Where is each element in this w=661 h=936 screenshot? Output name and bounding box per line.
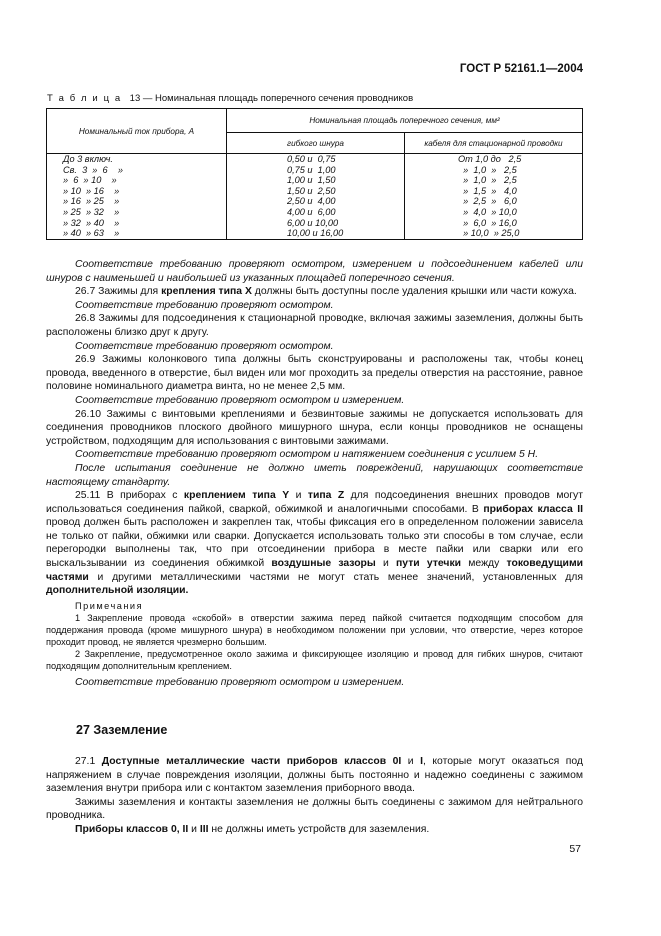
- paragraph: После испытания соединение не должно иметь повреждений, нарушающих соответствие настоящему стандарту.: [46, 462, 583, 488]
- col-header-group: Номинальная площадь поперечного сечения, мм²: [227, 109, 583, 133]
- table-cell: » 40 » 63 »: [63, 228, 120, 239]
- text-run: и другими металлическими частями не могут стать менее значений, установленных для: [88, 571, 583, 583]
- paragraph: Соответствие требованию проверяют осмотром, измерением и подсоединением кабелей или шнуров с наименьшей и наибольшей из указанных площадей поперечного сечения.: [46, 259, 583, 284]
- table-cell: » 10,0 » 25,0: [458, 228, 520, 239]
- text-run: провод должен быть расположен и закреплен так, чтобы фиксация его в определенном положении зависела не только от пайки, обжимки или сварки. Допускается использовать только эти способы в том случае, если перегородки выполнены так, что при отсоединении прибора в месте пайки или сварки или его выскальзывании из соединения обжимкой: [46, 517, 583, 570]
- table-cell: Св. 3 » 6 »: [63, 164, 123, 175]
- table-cell: 1,00 и 1,50: [287, 175, 336, 186]
- term-bold: дополнительной изоляции.: [46, 585, 189, 597]
- text-run: для подсоединения внешних проводов могут использоваться соединения пайкой, сваркой, обжимкой и аналогичными способами. В: [46, 490, 583, 515]
- term-bold: крепления типа X: [161, 286, 252, 298]
- text-run: не должны иметь устройств для заземления.: [208, 823, 430, 835]
- paragraph: 26.10 Зажимы с винтовыми креплениями и безвинтовые зажимы не допускается использовать для соединения проводников плоского двойного мишурного шнура, если концы проводников не оснащены устройством, подходящим для использования с винтовыми зажимами.: [46, 408, 583, 447]
- fixed-wiring-column: [405, 154, 583, 240]
- text-run: и: [375, 558, 397, 570]
- term-bold: I: [420, 756, 423, 767]
- table-cell: От 1,0 до 2,5: [458, 154, 522, 164]
- cross-section-table: [46, 108, 583, 240]
- text-run: между: [461, 558, 507, 570]
- paragraph: [46, 755, 583, 796]
- text-run: 25.11 В приборах с: [75, 490, 184, 502]
- col-header-current: Номинальный ток прибора, А: [47, 109, 227, 154]
- paragraph: Зажимы заземления и контакты заземления не должны быть соединены с зажимом для нейтрального проводника.: [46, 796, 583, 822]
- table-cell: 1,50 и 2,50: [287, 185, 336, 196]
- term-bold: типа Z: [307, 490, 345, 502]
- table-cell: » 32 » 40 »: [63, 217, 120, 228]
- table-caption-text: 13 — Номинальная площадь поперечного сечения проводников: [129, 93, 414, 104]
- page-number: 57: [569, 843, 581, 855]
- current-column: [47, 154, 227, 240]
- term-bold: креплением типа Y: [183, 490, 290, 502]
- paragraph: Соответствие требованию проверяют осмотром и измерением.: [75, 394, 405, 406]
- text-run: 26.7 Зажимы для: [75, 286, 162, 298]
- main-text: [46, 258, 583, 689]
- paragraph: Соответствие требованию проверяют осмотром и измерением.: [75, 676, 405, 688]
- notes-title: Примечания: [75, 600, 144, 611]
- table-cell: » 25 » 32 »: [63, 206, 120, 217]
- text-run: , которые могут оказаться под напряжением в случае повреждения изоляции, должны быть постоянно и надежно соединены с зажимом заземления внутри прибора или с контактом заземления приборного ввода.: [46, 756, 583, 795]
- term-bold: III: [199, 823, 209, 835]
- col-header-fixed: кабеля для стационарной проводки: [405, 133, 583, 154]
- paragraph: 26.9 Зажимы колонкового типа должны быть сконструированы и расположены так, чтобы конец провода, введенного в отверстие, был виден или мог проходить за пределы отверстия на расстояние, равное половине номинального диаметра винта, но не менее 2,5 мм.: [46, 354, 583, 393]
- paragraph: Соответствие требованию проверяют осмотром.: [75, 299, 334, 311]
- table-cell: » 1,0 » 2,5: [458, 164, 517, 175]
- text-run: и: [188, 823, 200, 835]
- section-27-text: [46, 755, 583, 837]
- table-cell: » 6,0 » 16,0: [458, 217, 517, 228]
- paragraph: 26.8 Зажимы для подсоединения к стационарной проводке, включая зажимы заземления, должны быть расположены близко друг к другу.: [46, 313, 583, 338]
- table-cell: 0,75 и 1,00: [287, 164, 336, 175]
- table-cell: 0,50 и 0,75: [287, 154, 336, 164]
- table-cell: » 10 » 16 »: [63, 185, 120, 196]
- text-run: и: [401, 756, 421, 767]
- text-run: и: [289, 490, 308, 502]
- note: 2 Закрепление, предусмотренное около зажима и фиксирующее изоляцию и провод для гибких шнуров, считают подходящим дополнительным креплением.: [46, 648, 583, 671]
- section-title: 27 Заземление: [76, 723, 168, 737]
- paragraph: [46, 285, 583, 299]
- table-cell: 10,00 и 16,00: [287, 228, 344, 239]
- paragraph: Соответствие требованию проверяют осмотром и натяжением соединения с усилием 5 Н.: [75, 449, 539, 461]
- paragraph: [46, 489, 583, 598]
- text-run: 27.1: [75, 756, 102, 767]
- term-bold: приборах класса II: [483, 503, 583, 515]
- document-header: ГОСТ Р 52161.1—2004: [459, 63, 583, 75]
- term-bold: воздушные зазоры: [271, 558, 376, 570]
- table-cell: » 4,0 » 10,0: [458, 206, 517, 217]
- col-header-flex: гибкого шнура: [227, 133, 405, 154]
- term-bold: Приборы классов 0, II: [75, 823, 189, 835]
- paragraph: Соответствие требованию проверяют осмотром.: [75, 340, 334, 352]
- table-caption-lead: Т а б л и ц а: [47, 93, 122, 104]
- flex-cord-column: [227, 154, 405, 240]
- table-cell: » 16 » 25 »: [63, 196, 120, 207]
- term-bold: Доступные металлические части приборов классов 0I: [101, 756, 402, 767]
- note: 1 Закрепление провода «скобой» в отверстии зажима перед пайкой считается подходящим способом для поддержания провода (кроме мишурного шнура) в необходимом положении при условии, что отверстие, через которое проходит провод, не является чрезмерно большим.: [46, 612, 583, 647]
- table-caption: [47, 93, 413, 104]
- paragraph: [46, 823, 583, 837]
- table-cell: 2,50 и 4,00: [287, 196, 336, 207]
- text-run: должны быть доступны после удаления крышки или части кожуха.: [251, 286, 577, 298]
- table-cell: » 1,0 » 2,5: [458, 175, 517, 186]
- table-cell: » 1,5 » 4,0: [458, 185, 517, 196]
- term-bold: пути утечки: [396, 558, 462, 570]
- table-cell: » 6 » 10 »: [63, 175, 117, 186]
- table-cell: 4,00 и 6,00: [287, 206, 336, 217]
- table-cell: 6,00 и 10,00: [287, 217, 339, 228]
- table-cell: До 3 включ.: [63, 154, 113, 164]
- term-bold: токоведущими частями: [46, 558, 584, 583]
- table-cell: » 2,5 » 6,0: [458, 196, 517, 207]
